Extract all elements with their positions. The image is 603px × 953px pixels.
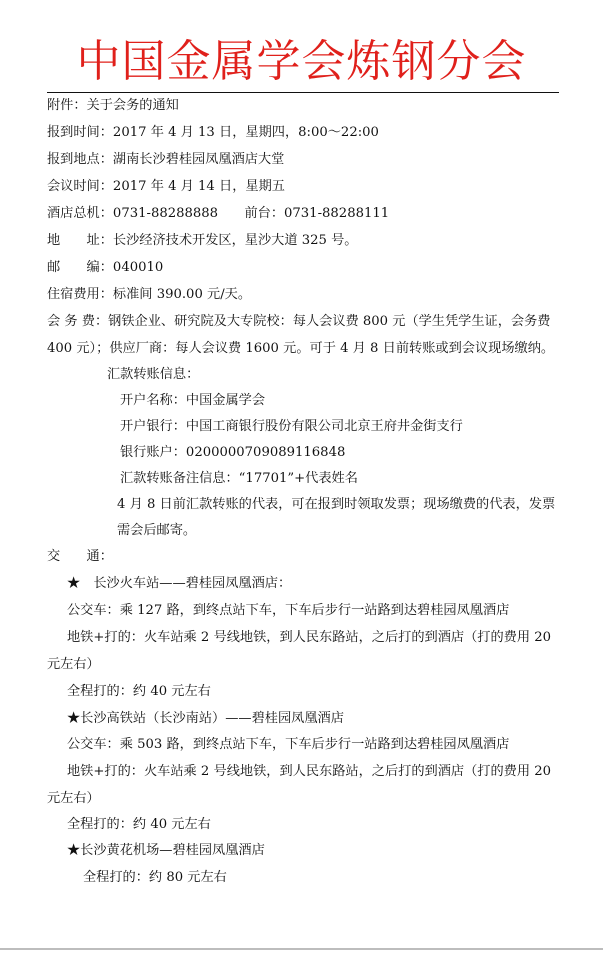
route-train-taxi: 全程打的：约 40 元左右 [67, 684, 211, 699]
account-number: 银行账户：0200000709089116848 [120, 445, 346, 460]
route-train-metro-taxi-1: 地铁+打的：火车站乘 2 号线地铁，到人民东路站，之后打的到酒店（打的费用 20 [67, 630, 551, 645]
meeting-fee-line-1: 会 务 费：钢铁企业、研究院及大专院校：每人会议费 800 元（学生凭学生证，会务费 [47, 314, 551, 329]
route-train-metro-taxi-2: 元左右） [47, 657, 100, 672]
page-bottom-edge [0, 948, 603, 950]
hotel-phone: 酒店总机：0731-88288888 前台：0731-88288111 [47, 206, 390, 221]
route-highspeed-metro-taxi-2: 元左右） [47, 791, 100, 806]
account-name: 开户名称：中国金属学会 [120, 393, 266, 408]
route-highspeed-metro-taxi-1: 地铁+打的：火车站乘 2 号线地铁，到人民东路站，之后打的到酒店（打的费用 20 [67, 764, 551, 779]
route-highspeed-heading: ★长沙高铁站（长沙南站）——碧桂园凤凰酒店 [67, 711, 344, 726]
route-airport-taxi: 全程打的：约 80 元左右 [83, 870, 227, 885]
meeting-fee-line-2: 400 元）；供应厂商：每人会议费 1600 元。可于 4 月 8 日前转账或到会议现场缴纳。 [47, 341, 555, 356]
checkin-location: 报到地点：湖南长沙碧桂园凤凰酒店大堂 [47, 152, 285, 167]
route-highspeed-bus: 公交车：乘 503 路，到终点站下车，下车后步行一站路到达碧桂园凤凰酒店 [67, 737, 510, 752]
route-highspeed-taxi: 全程打的：约 40 元左右 [67, 817, 211, 832]
invoice-note-line-2: 需会后邮寄。 [117, 523, 197, 538]
attachment-heading: 附件：关于会务的通知 [47, 98, 179, 113]
postcode: 邮 编：040010 [47, 260, 164, 275]
invoice-note-line-1: 4 月 8 日前汇款转账的代表，可在报到时领取发票；现场缴费的代表，发票 [117, 497, 556, 512]
route-train-bus: 公交车：乘 127 路，到终点站下车，下车后步行一站路到达碧桂园凤凰酒店 [67, 603, 510, 618]
route-airport-heading: ★长沙黄花机场—碧桂园凤凰酒店 [67, 843, 265, 858]
account-bank: 开户银行：中国工商银行股份有限公司北京王府井金街支行 [120, 419, 463, 434]
transport-heading: 交 通： [47, 549, 113, 564]
address: 地 址：长沙经济技术开发区，星沙大道 325 号。 [47, 233, 358, 248]
checkin-time: 报到时间：2017 年 4 月 13 日，星期四，8:00～22:00 [47, 125, 379, 140]
remittance-note: 汇款转账备注信息：“17701”+代表姓名 [120, 471, 358, 486]
page-title: 中国金属学会炼钢分会 [76, 36, 527, 87]
title-divider [47, 92, 559, 93]
route-train-station-heading: ★ 长沙火车站——碧桂园凤凰酒店： [67, 576, 292, 591]
remittance-heading: 汇款转账信息： [107, 367, 200, 382]
meeting-time: 会议时间：2017 年 4 月 14 日，星期五 [47, 179, 285, 194]
accommodation-fee: 住宿费用：标准间 390.00 元/天。 [47, 287, 252, 302]
